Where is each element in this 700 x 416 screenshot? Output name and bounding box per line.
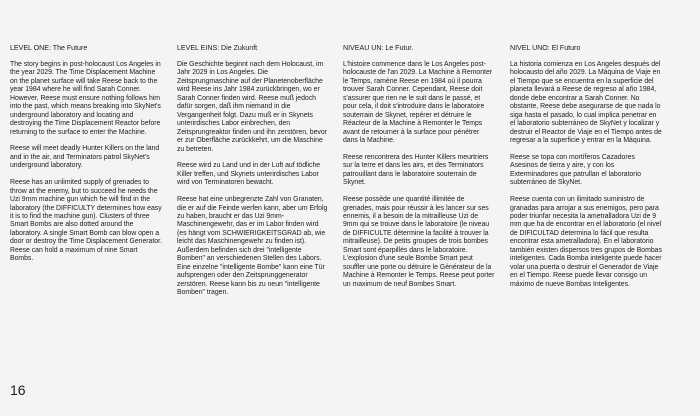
- section-heading: LEVEL EINS: Die Zukunft: [177, 44, 258, 52]
- paragraph: Reese possède une quantité illimitée de grenades, mais pour réussir à les lancer sur ses ennemis, il a besoin de la mitrailleuse Uzi de 9mm qui se trouve dans le laboratoire (le niveau de DIFFICULTE détermine la facilité à trouver la mitrailleuse). De petits groupes de trois bombes Smart sont éparpillés dans le laboratoire. L'explosion d'une seule Bombe Smart peut souffler une porte ou détruire le Générateur de la Machine à Remonter le Temps. Reese peut porter un maximum de neuf Bombes Smart.: [343, 196, 495, 288]
- paragraph: Reese rencontrera des Hunter Killers meurtriers sur la terre et dans les airs, et des Terminators patrouillant dans le laboratoire souterrain de Skynet.: [343, 153, 489, 187]
- column-spanish: [510, 44, 662, 298]
- paragraph: Reese hat eine unbegrenzte Zahl von Granaten, die er auf die Feinde werfen kann, aber um Erfolg zu haben, braucht er das Uzi 9mm-Maschinengewehr, das er im Labor finden wird (es hängt vom SCHWIERIGKEITSGRAD ab, wie leicht das Maschinengewehr zu finden ist). Außerdem befinden sich drei "intelligente Bomben" an verschiedenen Stellen des Labors. Eine einzelne "intelligente Bombe" kann eine Tür aufsprengen oder den Zeitsprunggenerator zerstören. Reese kann bis zu neun "intelligente Bomben" tragen.: [177, 196, 328, 297]
- paragraph: Die Geschichte beginnt nach dem Holocaust, im Jahr 2029 in Los Angeles. Die Zeitsprungmaschine auf der Planetenoberfläche wird Reese ins Jahr 1984 zurückbringen, wo er Sarah Conner finden wird. Reese muß jedoch dafür sorgen, daß ihm niemand in die Vergangenheit folgt. Dazu muß er in Skynets unterirdisches Labor einbrechen, den Zeitsprungreaktor finden und ihn zerstören, bevor er zur Oberfläche zurückkehrt, um die Maschine zu betreten.: [177, 61, 327, 153]
- column-french: [343, 44, 495, 298]
- paragraph: Reese wird zu Land und in der Luft auf tödliche Killer treffen, und Skynets unterirdisches Labor wird von Terminatoren bewacht.: [177, 162, 321, 187]
- paragraph: Reese se topa con mortíferos Cazadores Asesinos de tierra y aire, y con los Exterminadores que patrullan el laboratorio subterráneo de SkyNet.: [510, 153, 641, 187]
- column-german: [177, 44, 329, 306]
- paragraph: La historia comienza en Los Angeles después del holocausto del año 2029. La Máquina de Viaje en el Tiempo que se encuentra en la superficie del planeta llevará a Reese de regreso al año 1984, donde debe encontrar a Sarah Conner. No obstante, Reese debe asegurarse de que nada lo siga hasta el pasado, lo cual implica penetrar en el laboratorio subterráneo de SkyNet y localizar y destruir el Reactor de Viaje en el Tiempo antes de regresar a la superficie y entrar en la Máquina.: [510, 61, 662, 145]
- column-english: [10, 44, 162, 272]
- paragraph: Reese cuenta con un ilimitado suministro de granadas para arrojar a sus enemigos, pero para poder triunfar necesita la ametralladora Uzi de 9 mm que ha de encontrar en el laboratorio (el nivel de DIFICULTAD determina lo fácil que resulta encontrar esta ametralladora). En el laboratorio también existen dispersos tres grupos de Bombas inteligentes. Cada Bomba inteligente puede hacer volar una puerta o destruir el Generador de Viaje en el Tiempo. Reese puede llevar consigo un máximo de nueve Bombas Inteligentes.: [510, 196, 662, 288]
- section-heading: NIVEAU UN: Le Futur.: [343, 44, 414, 52]
- paragraph: L'histoire commence dans le Los Angeles post-holocauste de l'an 2029. La Machine à Remonter le Temps, ramène Reese en 1984 où il pourra trouver Sarah Conner. Cependant, Reese doit s'assurer que rien ne le suit dans le passé, et pour cela, il doit s'introduire dans le laboratoire souterrain de Skynet, repérer et détruire le Réacteur de la Machine à Remonter le Temps avant de retourner à la surface pour pénétrer dans la Machine.: [343, 61, 493, 145]
- page-number: 16: [10, 382, 26, 398]
- paragraph: The story begins in post-holocaust Los Angeles in the year 2029. The Time Displacement Machine on the planet surface will take Reese back to the year 1984 where he will find Sarah Conner. However, Reese must ensure nothing follows him into the past, which means breaking into SkyNet's underground laboratory and locating and destroying the Time Displacement Reactor before returning to the surface to enter the Machine.: [10, 61, 161, 136]
- section-heading: NIVEL UNO: El Futuro: [510, 44, 581, 52]
- section-heading: LEVEL ONE: The Future: [10, 44, 88, 52]
- paragraph: Reese has an unlimited supply of grenades to throw at the enemy, but to succeed he needs the Uzi 9mm machine gun which he will find in the laboratory (the DIFFICULTY determines how easy it is to find the machine gun). Clusters of three Smart Bombs are also dotted around the laboratory. A single Smart Bomb can blow open a door or destroy the Time Displacement Generator. Reese can hold a maximum of nine Smart Bombs.: [10, 179, 162, 263]
- paragraph: Reese will meet deadly Hunter Killers on the land and in the air, and Terminators patrol SkyNet's underground laboratory.: [10, 145, 160, 170]
